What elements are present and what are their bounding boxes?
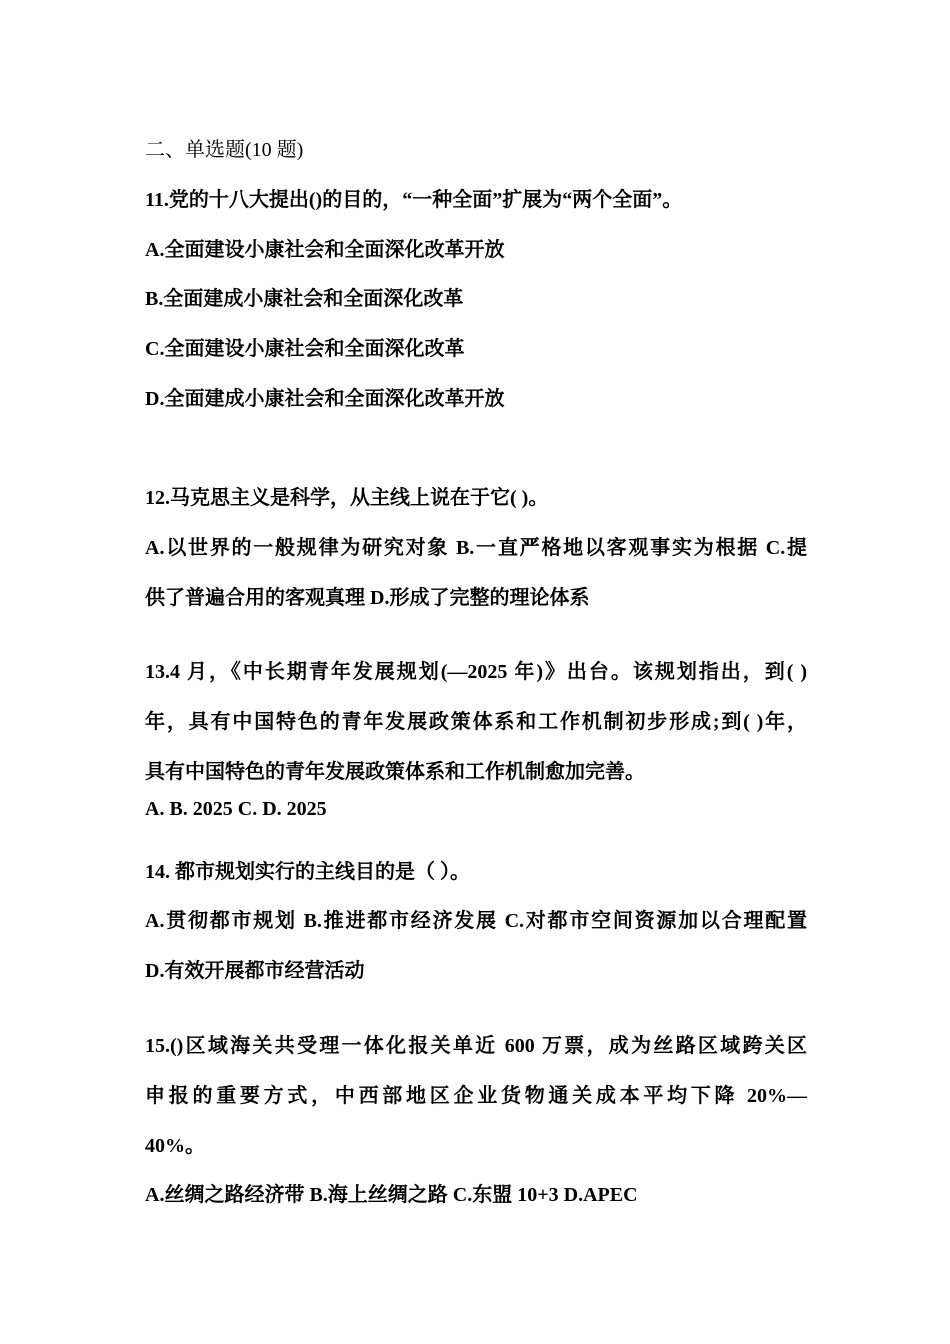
question-13-stem-line-3: 具有中国特色的青年发展政策体系和工作机制愈加完善。 [145,761,645,783]
question-11-option-a: A.全面建设小康社会和全面深化改革开放 [145,239,505,261]
question-11-option-b: B.全面建成小康社会和全面深化改革 [145,288,464,310]
question-12-stem: 12.马克思主义是科学，从主线上说在于它( )。 [145,487,549,509]
section-heading: 二、单选题(10 题) [145,139,304,161]
question-11-stem: 11.党的十八大提出()的目的，“一种全面”扩展为“两个全面”。 [145,189,683,211]
question-14-options-line-1: A.贯彻都市规划 B.推进都市经济发展 C.对都市空间资源加以合理配置 [145,910,807,932]
question-13-stem-line-2: 年，具有中国特色的青年发展政策体系和工作机制初步形成;到( )年， [145,711,807,733]
question-14-stem: 14. 都市规划实行的主线目的是（ ）。 [145,861,470,883]
question-14-options-line-2: D.有效开展都市经营活动 [145,960,365,982]
question-11-option-d: D.全面建成小康社会和全面深化改革开放 [145,388,505,410]
question-15-stem-line-2: 申报的重要方式，中西部地区企业货物通关成本平均下降 20%— [145,1085,807,1107]
question-13-options: A. B. 2025 C. D. 2025 [145,798,327,820]
question-12-options-line-1: A.以世界的一般规律为研究对象 B.一直严格地以客观事实为根据 C.提 [145,537,807,559]
question-11-option-c: C.全面建设小康社会和全面深化改革 [145,338,465,360]
question-15-stem-line-1: 15.()区域海关共受理一体化报关单近 600 万票，成为丝路区域跨关区 [145,1035,807,1057]
question-12-options-line-2: 供了普遍合用的客观真理 D.形成了完整的理论体系 [145,587,590,609]
question-13-stem-line-1: 13.4 月，《中长期青年发展规划(—2025 年)》出台。该规划指出，到( ) [145,661,807,683]
question-15-stem-line-3: 40%。 [145,1135,205,1157]
question-15-options: A.丝绸之路经济带 B.海上丝绸之路 C.东盟 10+3 D.APEC [145,1184,638,1206]
